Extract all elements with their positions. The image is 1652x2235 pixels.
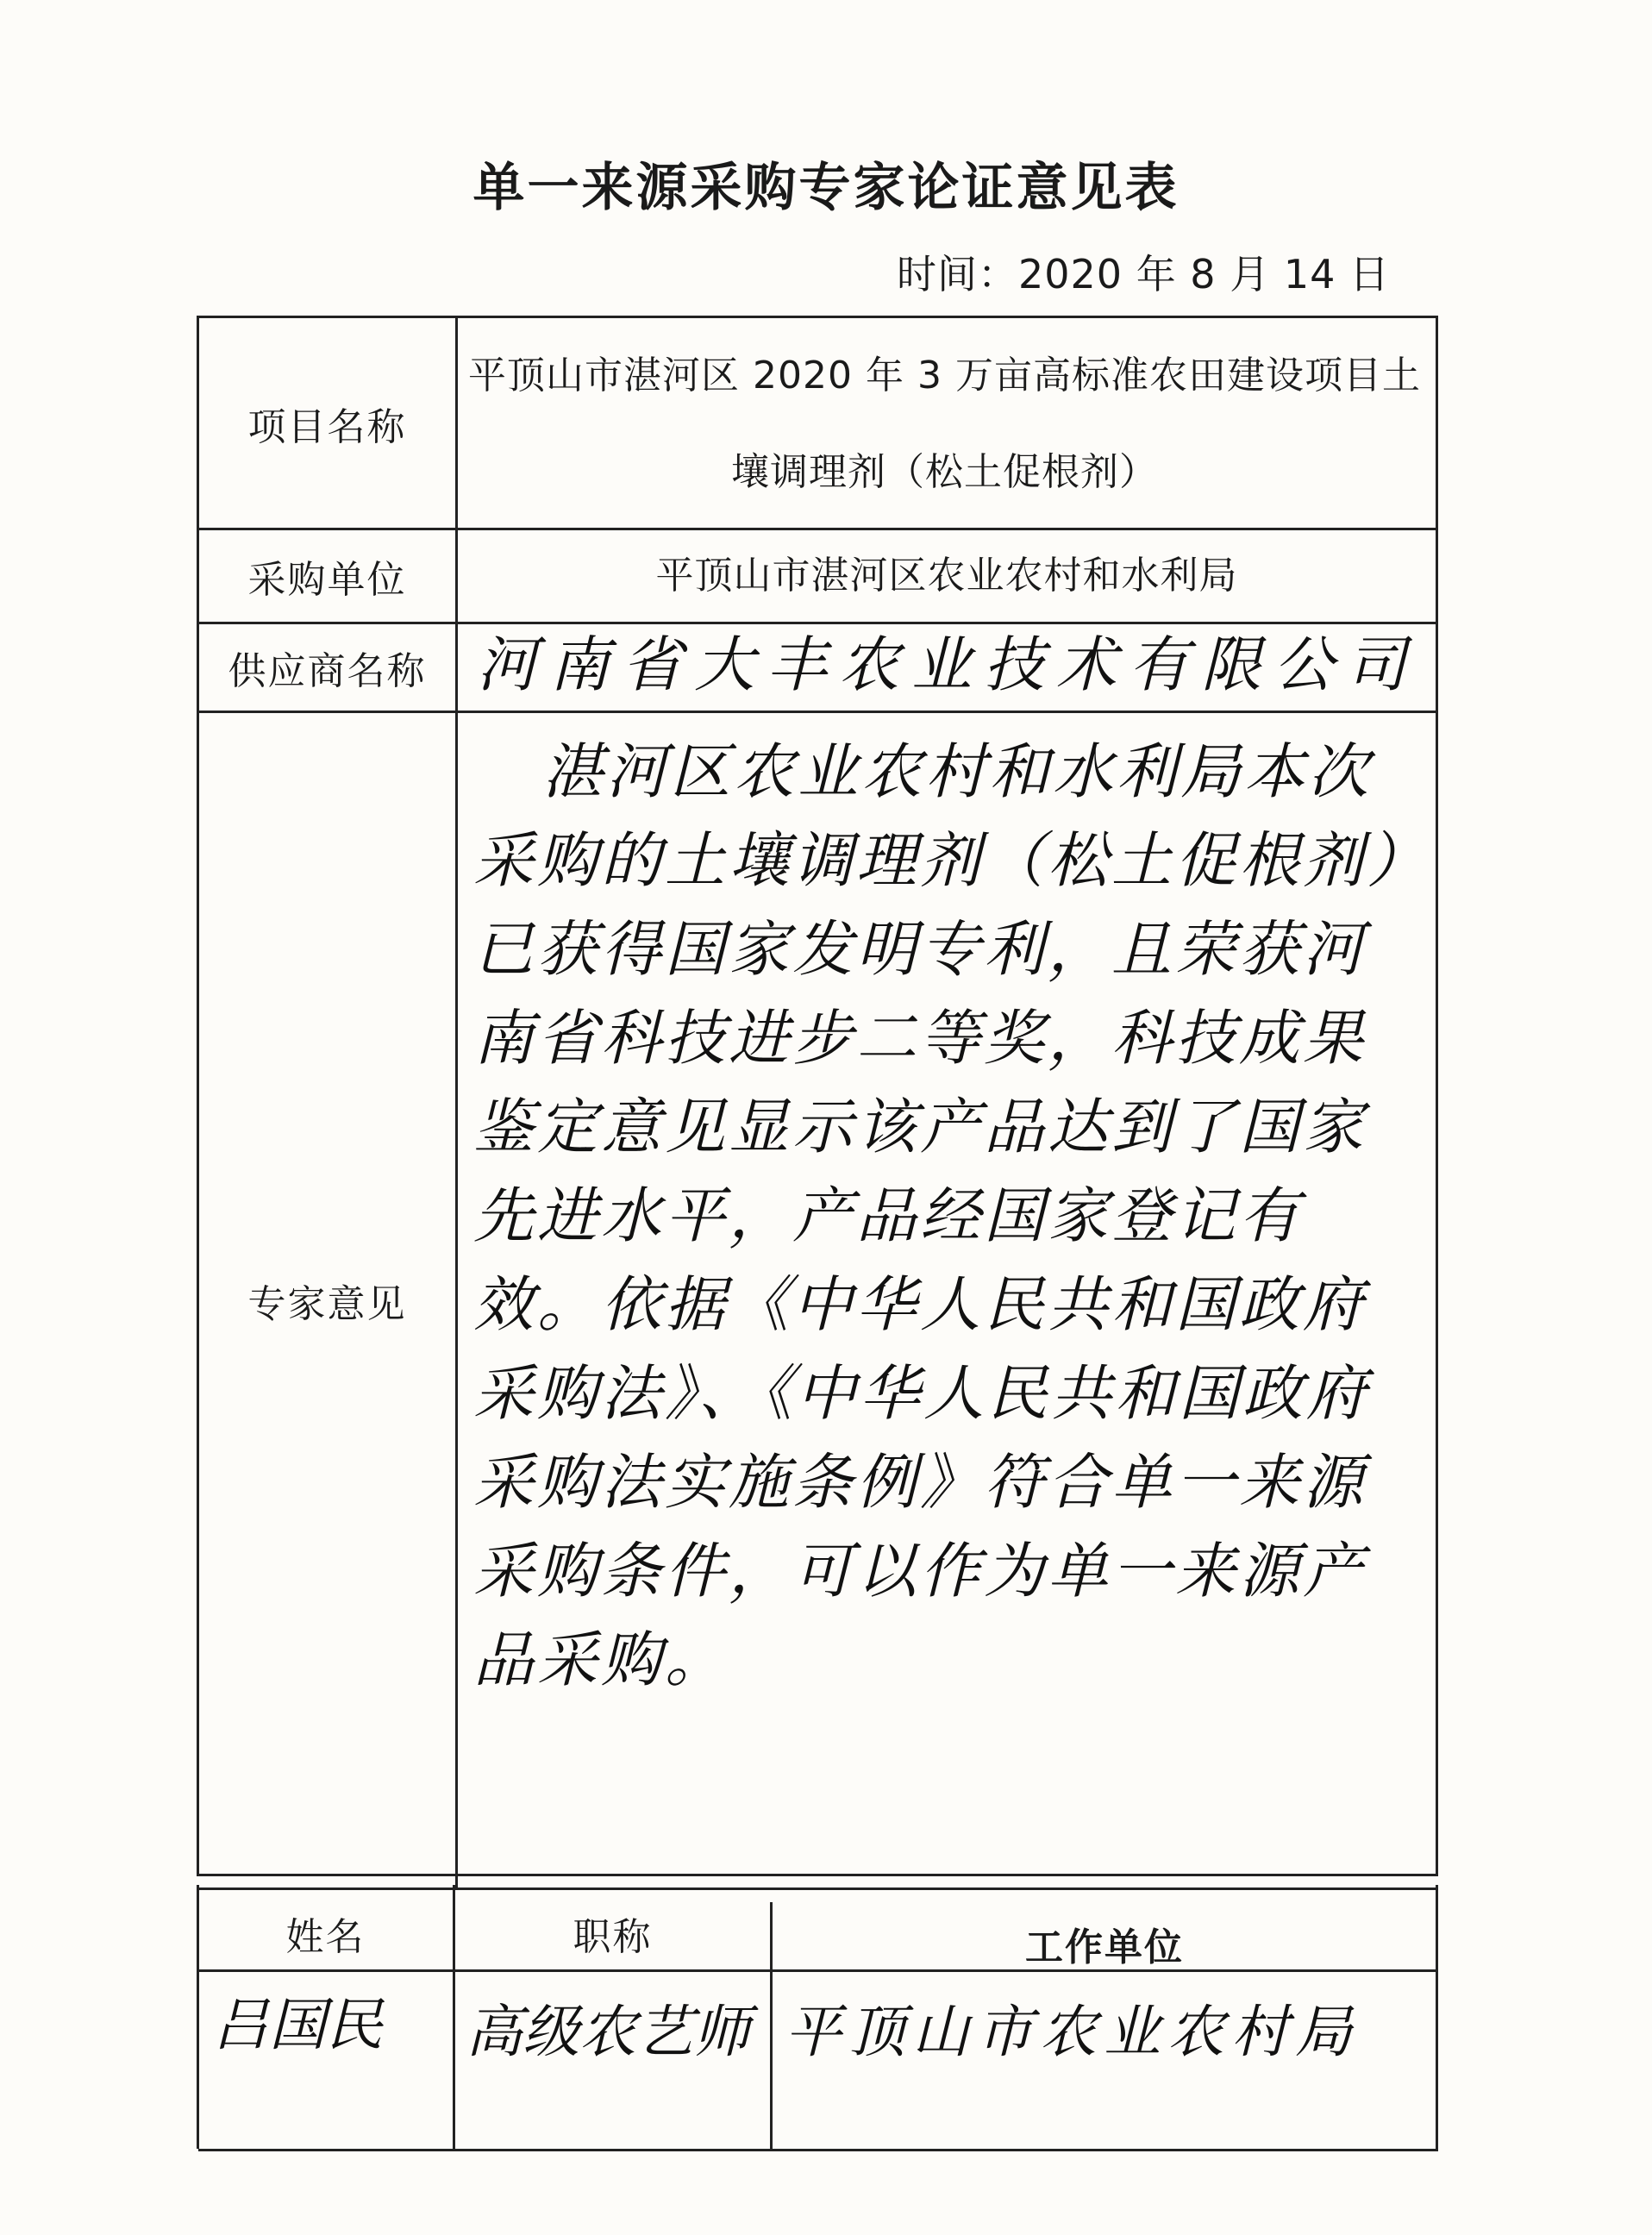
expert-signature-unit: 平顶山市农业农村局 — [785, 1999, 1359, 2065]
header-name: 姓名 — [285, 1915, 366, 1959]
document-title: 单一来源采购专家论证意见表 — [472, 158, 1180, 218]
opinion-label: 专家意见 — [247, 1282, 407, 1326]
header-unit: 工作单位 — [1025, 1925, 1184, 1969]
header-title: 职称 — [573, 1915, 653, 1959]
purchaser-value: 平顶山市湛河区农业农村和水利局 — [655, 554, 1238, 598]
document-date: 时间：2020 年 8 月 14 日 — [897, 251, 1390, 297]
row-divider-opinion — [199, 1888, 1436, 1890]
opinion-body: 湛河区农业农村和水利局本次采购的土壤调理剂（松土促根剂）已获得国家发明专利，且荣获河南省科技进步二等奖，科技成果鉴定意见显示该产品达到了国家先进水平，产品经国家登记有效。依据《中华人民共和国政府采购法》、《中华人民共和国政府采购法实施条例》符合单一来源采购条件，可以作为单一来源产品采购。 — [473, 736, 1400, 1695]
project-name-value: 平顶山市湛河区 2020 年 3 万亩高标准农田建设项目土壤调理剂（松土促根剂） — [468, 354, 1421, 494]
supplier-label: 供应商名称 — [228, 649, 427, 693]
supplier-value: 河南省大丰农业技术有限公司 — [477, 629, 1418, 700]
opinion-form — [197, 316, 1438, 1876]
expert-table-bottom-line — [198, 2149, 1438, 2151]
opinion-text — [473, 728, 1422, 1705]
project-name-label: 项目名称 — [247, 404, 407, 449]
expert-signature-name: 吕国民 — [212, 1992, 383, 2058]
purchaser-label: 采购单位 — [247, 558, 407, 602]
expert-signature-title: 高级农艺师 — [466, 1999, 750, 2065]
